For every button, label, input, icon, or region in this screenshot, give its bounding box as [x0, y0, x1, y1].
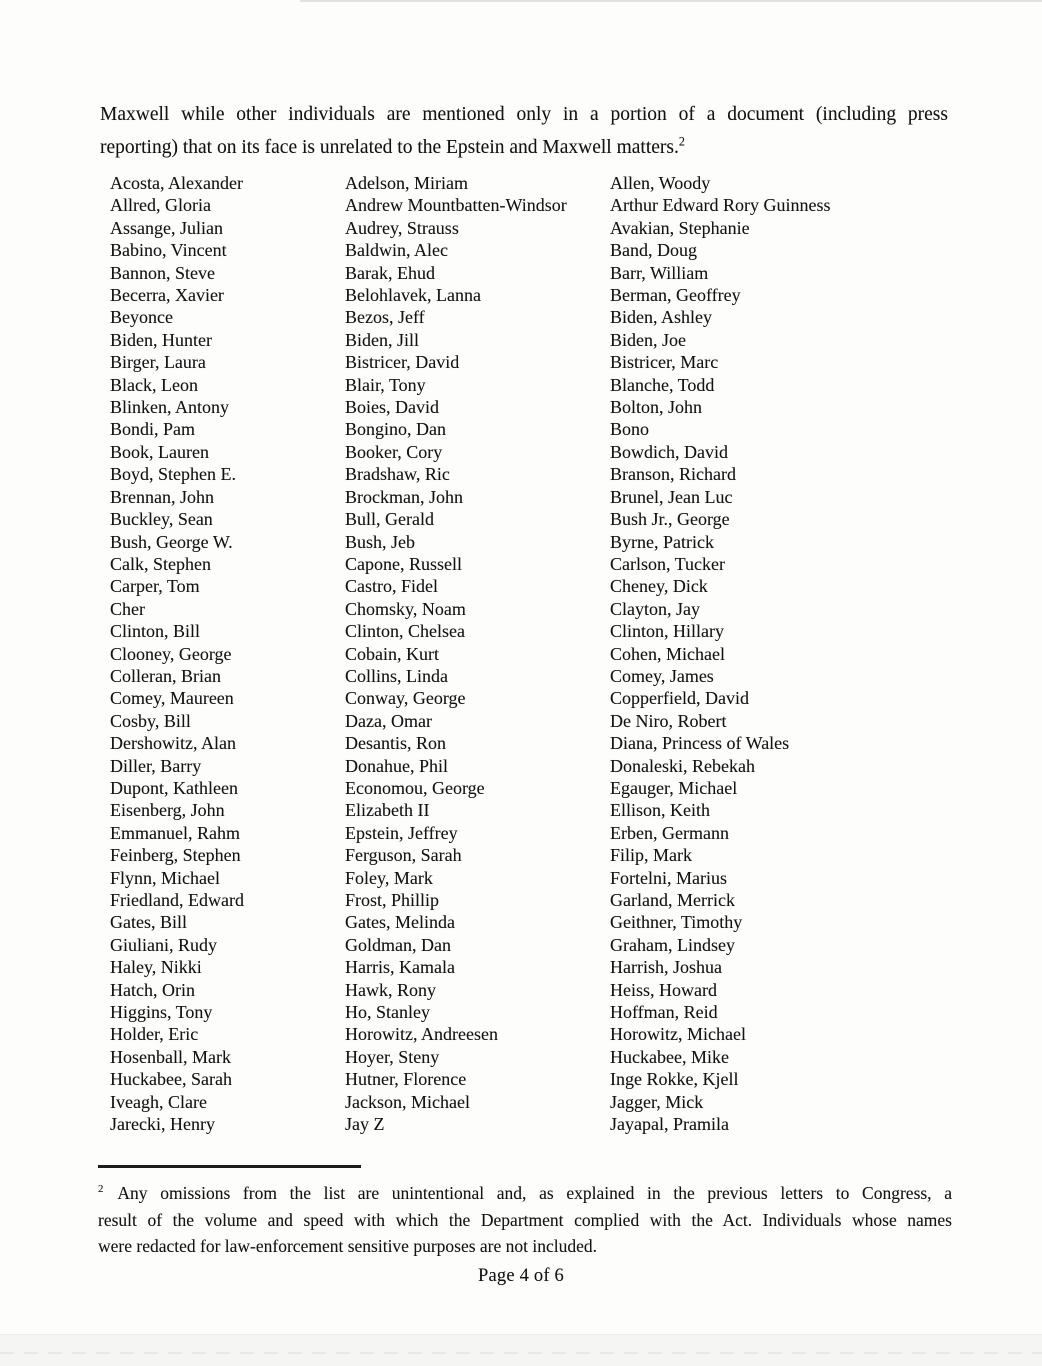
list-item: Bondi, Pam	[110, 419, 196, 440]
list-item: Desantis, Ron	[345, 733, 446, 754]
list-item: Clinton, Hillary	[610, 621, 724, 642]
scan-artifact-bottom	[0, 1334, 1042, 1366]
list-item: Goldman, Dan	[345, 934, 451, 955]
list-item: Huckabee, Mike	[610, 1046, 729, 1067]
list-item: Bush, Jeb	[345, 531, 416, 552]
list-item: Baldwin, Alec	[345, 240, 448, 261]
footnote-line: result of the volume and speed with which the Department complied with the Act. Individuals whose names	[98, 1209, 952, 1230]
list-item: Eisenberg, John	[110, 800, 225, 821]
footnote-line-text: Any omissions from the list are unintentional and, as explained in the previous letters to Congress, a	[117, 1183, 952, 1203]
page-number: Page 4 of 6	[478, 1266, 564, 1286]
list-item: Assange, Julian	[110, 217, 223, 238]
list-item: Becerra, Xavier	[110, 285, 224, 306]
name-column-2	[345, 172, 610, 1135]
list-item: Economou, George	[345, 777, 485, 798]
intro-line: Maxwell while other individuals are mentioned only in a portion of a document (including press	[100, 104, 948, 125]
list-item: Branson, Richard	[610, 464, 736, 485]
list-item: Foley, Mark	[345, 867, 433, 888]
intro-line	[100, 131, 948, 164]
list-item: Hosenball, Mark	[110, 1046, 231, 1067]
list-item: Haley, Nikki	[110, 957, 202, 978]
list-item: Gates, Melinda	[345, 912, 455, 933]
list-item: Cohen, Michael	[610, 643, 725, 664]
list-item: Boies, David	[345, 397, 439, 418]
list-item: Donahue, Phil	[345, 755, 448, 776]
list-item: Conway, George	[345, 688, 466, 709]
list-item: Horowitz, Andreesen	[345, 1024, 498, 1045]
list-item: Ho, Stanley	[345, 1002, 430, 1023]
list-item: Bistricer, David	[345, 352, 460, 373]
list-item: Chomsky, Noam	[345, 598, 466, 619]
list-item: Biden, Ashley	[610, 307, 712, 328]
footnote-separator-rule	[98, 1165, 361, 1168]
list-item: Higgins, Tony	[110, 1002, 213, 1023]
list-item: Bradshaw, Ric	[345, 464, 450, 485]
list-item: Geithner, Timothy	[610, 912, 743, 933]
list-item: Cheney, Dick	[610, 576, 708, 597]
list-item: Holder, Eric	[110, 1024, 199, 1045]
list-item: Copperfield, David	[610, 688, 749, 709]
list-item: De Niro, Robert	[610, 710, 727, 731]
list-item: Castro, Fidel	[345, 576, 438, 597]
list-item: Andrew Mountbatten-Windsor	[345, 195, 567, 216]
list-item: Jayapal, Pramila	[610, 1114, 729, 1135]
scan-artifact-dashes	[0, 1352, 1042, 1354]
list-item: Hatch, Orin	[110, 979, 195, 1000]
list-item: Beyonce	[110, 307, 173, 328]
list-item: Comey, James	[610, 665, 714, 686]
list-item: Iveagh, Clare	[110, 1091, 207, 1112]
list-item: Flynn, Michael	[110, 867, 220, 888]
list-item: Bush, George W.	[110, 531, 233, 552]
list-item: Bush Jr., George	[610, 509, 730, 530]
list-item: Allen, Woody	[610, 173, 711, 193]
list-item: Clinton, Bill	[110, 621, 201, 642]
list-item: Dupont, Kathleen	[110, 777, 238, 798]
list-item: Bezos, Jeff	[345, 307, 425, 328]
list-item: Arthur Edward Rory Guinness	[610, 195, 831, 216]
list-item: Acosta, Alexander	[110, 173, 243, 193]
list-item: Elizabeth II	[345, 800, 430, 821]
list-item: Blair, Tony	[345, 374, 426, 395]
footnote-line	[98, 1180, 952, 1207]
list-item: Jarecki, Henry	[110, 1114, 215, 1135]
list-item: Black, Leon	[110, 374, 198, 395]
list-item: Cher	[110, 598, 145, 619]
footnote-line: were redacted for law-enforcement sensitive purposes are not included.	[98, 1236, 598, 1256]
list-item: Bistricer, Marc	[610, 352, 719, 373]
list-item: Biden, Hunter	[110, 329, 212, 350]
list-item: Friedland, Edward	[110, 890, 244, 910]
list-item: Carlson, Tucker	[610, 553, 726, 574]
list-item: Brunel, Jean Luc	[610, 486, 733, 507]
list-item: Jagger, Mick	[610, 1091, 704, 1112]
list-item: Giuliani, Rudy	[110, 934, 217, 955]
list-item: Hawk, Rony	[345, 979, 436, 1000]
name-column-1	[110, 172, 345, 1135]
list-item: Hutner, Florence	[345, 1069, 467, 1090]
list-item: Jackson, Michael	[345, 1091, 470, 1112]
list-item: Babino, Vincent	[110, 240, 227, 261]
list-item: Daza, Omar	[345, 710, 432, 731]
list-item: Fortelni, Marius	[610, 867, 727, 888]
list-item: Bowdich, David	[610, 441, 728, 462]
list-item: Garland, Merrick	[610, 890, 735, 910]
list-item: Colleran, Brian	[110, 665, 221, 686]
list-item: Inge Rokke, Kjell	[610, 1069, 739, 1090]
list-item: Filip, Mark	[610, 845, 693, 866]
list-item: Comey, Maureen	[110, 688, 234, 709]
list-item: Feinberg, Stephen	[110, 845, 241, 866]
list-item: Capone, Russell	[345, 553, 462, 574]
name-column-3	[610, 172, 970, 1135]
list-item: Graham, Lindsey	[610, 934, 735, 955]
list-item: Cosby, Bill	[110, 710, 191, 731]
intro-line-text: reporting) that on its face is unrelated to the Epstein and Maxwell matters.	[100, 137, 679, 158]
footnote-number: 2	[98, 1183, 104, 1196]
list-item: Birger, Laura	[110, 352, 206, 373]
list-item: Erben, Germann	[610, 822, 729, 843]
list-item: Audrey, Strauss	[345, 217, 459, 238]
list-item: Band, Doug	[610, 240, 697, 261]
list-item: Clooney, George	[110, 643, 232, 664]
scan-artifact-top	[300, 0, 1042, 2]
list-item: Brennan, John	[110, 486, 214, 507]
list-item: Epstein, Jeffrey	[345, 822, 458, 843]
list-item: Bongino, Dan	[345, 419, 446, 440]
list-item: Boyd, Stephen E.	[110, 464, 236, 485]
list-item: Huckabee, Sarah	[110, 1069, 232, 1090]
list-item: Bolton, John	[610, 397, 703, 418]
list-item: Horowitz, Michael	[610, 1024, 746, 1045]
list-item: Blanche, Todd	[610, 374, 715, 395]
list-item: Buckley, Sean	[110, 509, 213, 530]
list-item: Bono	[610, 419, 650, 440]
list-item: Adelson, Miriam	[345, 173, 468, 193]
list-item: Donaleski, Rebekah	[610, 755, 755, 776]
list-item: Harris, Kamala	[345, 957, 455, 978]
list-item: Belohlavek, Lanna	[345, 285, 481, 306]
list-item: Diana, Princess of Wales	[610, 733, 790, 754]
list-item: Gates, Bill	[110, 912, 187, 933]
name-list	[110, 172, 970, 1135]
list-item: Blinken, Antony	[110, 397, 230, 418]
list-item: Cobain, Kurt	[345, 643, 439, 664]
list-item: Avakian, Stephanie	[610, 217, 750, 238]
list-item: Biden, Joe	[610, 329, 686, 350]
list-item: Brockman, John	[345, 486, 463, 507]
list-item: Hoyer, Steny	[345, 1046, 440, 1067]
list-item: Allred, Gloria	[110, 195, 211, 216]
list-item: Emmanuel, Rahm	[110, 822, 240, 843]
list-item: Collins, Linda	[345, 665, 448, 686]
list-item: Clayton, Jay	[610, 598, 700, 619]
list-item: Barak, Ehud	[345, 262, 435, 283]
list-item: Berman, Geoffrey	[610, 285, 741, 306]
list-item: Harrish, Joshua	[610, 957, 722, 978]
list-item: Dershowitz, Alan	[110, 733, 236, 754]
list-item: Calk, Stephen	[110, 553, 211, 574]
footnote	[98, 1180, 952, 1260]
list-item: Frost, Phillip	[345, 890, 440, 910]
list-item: Diller, Barry	[110, 755, 202, 776]
list-item: Ferguson, Sarah	[345, 845, 462, 866]
list-item: Biden, Jill	[345, 329, 420, 350]
intro-paragraph	[100, 98, 948, 164]
list-item: Bannon, Steve	[110, 262, 215, 283]
list-item: Jay Z	[345, 1114, 385, 1135]
list-item: Booker, Cory	[345, 441, 443, 462]
list-item: Barr, William	[610, 262, 709, 283]
list-item: Clinton, Chelsea	[345, 621, 465, 642]
list-item: Book, Lauren	[110, 441, 209, 462]
list-item: Heiss, Howard	[610, 979, 717, 1000]
list-item: Hoffman, Reid	[610, 1002, 718, 1023]
list-item: Egauger, Michael	[610, 777, 738, 798]
footnote-reference-marker: 2	[678, 134, 685, 149]
list-item: Byrne, Patrick	[610, 531, 714, 552]
list-item: Bull, Gerald	[345, 509, 434, 530]
list-item: Carper, Tom	[110, 576, 200, 597]
list-item: Ellison, Keith	[610, 800, 710, 821]
